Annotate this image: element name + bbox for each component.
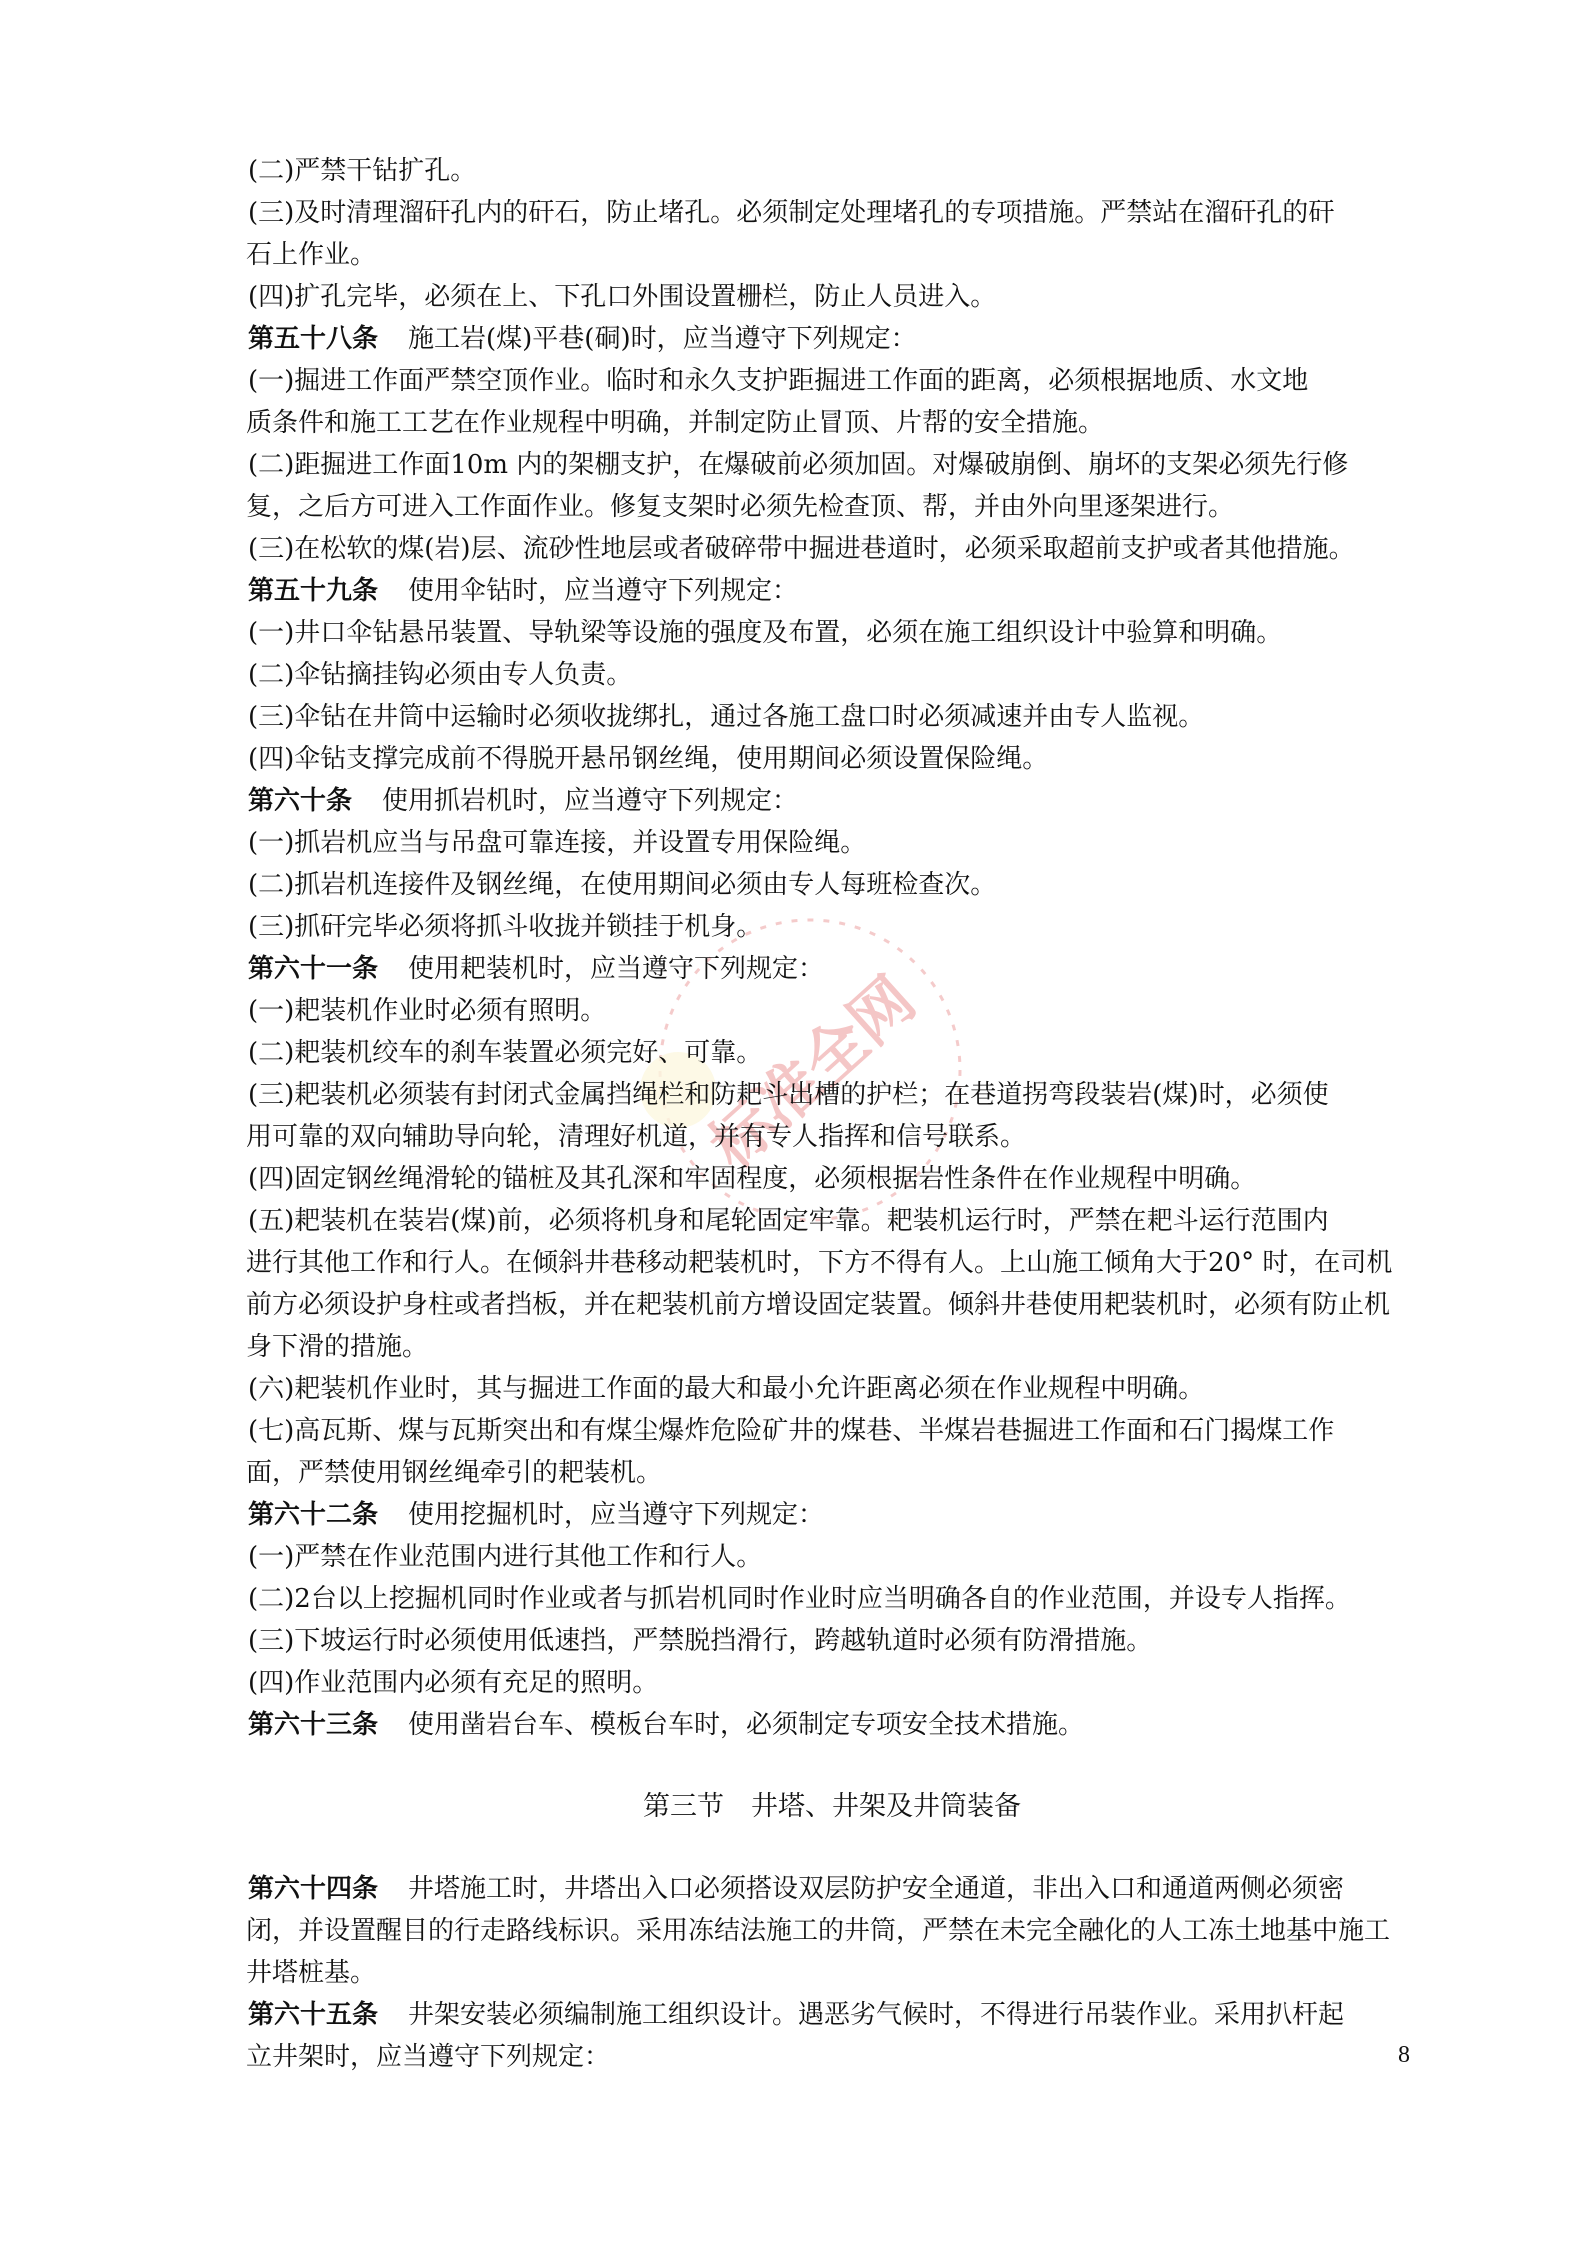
paragraph-continuation-line [246, 1952, 1416, 1994]
line-text: 身下滑的措施。 [246, 1332, 429, 1362]
line-text: 使用凿岩台车、模板台车时，必须制定专项安全技术措施。 [408, 1710, 1085, 1740]
line-text: (四)伞钻支撑完成前不得脱开悬吊钢丝绳，使用期间必须设置保险绳。 [248, 744, 1049, 774]
line-text: (四)作业范围内必须有充足的照明。 [248, 1668, 659, 1698]
paragraph-line [248, 1578, 1416, 1620]
line-text: (一)井口伞钻悬吊装置、导轨梁等设施的强度及布置，必须在施工组织设计中验算和明确。 [248, 618, 1283, 648]
paragraph-continuation-line [246, 1116, 1416, 1158]
line-text: (一)抓岩机应当与吊盘可靠连接，并设置专用保险绳。 [248, 828, 867, 858]
line-text: (三)及时清理溜矸孔内的矸石，防止堵孔。必须制定处理堵孔的专项措施。严禁站在溜矸孔的矸 [248, 198, 1335, 228]
line-text: (二)抓岩机连接件及钢丝绳，在使用期间必须由专人每班检查次。 [248, 870, 997, 900]
line-text: (三)在松软的煤(岩)层、流砂性地层或者破碎带中掘进巷道时，必须采取超前支护或者其他措施。 [248, 534, 1355, 564]
line-text: (四)固定钢丝绳滑轮的锚桩及其孔深和牢固程度，必须根据岩性条件在作业规程中明确。 [248, 1164, 1257, 1194]
paragraph-line [248, 612, 1416, 654]
paragraph-line [248, 150, 1416, 192]
paragraph-line [248, 654, 1416, 696]
article-number: 第六十二条 [248, 1500, 379, 1530]
line-text: (三)下坡运行时必须使用低速挡，严禁脱挡滑行，跨越轨道时必须有防滑措施。 [248, 1626, 1153, 1656]
line-text: (二)伞钻摘挂钩必须由专人负责。 [248, 660, 633, 690]
article-line [248, 570, 1416, 612]
paragraph-line [248, 906, 1416, 948]
paragraph-line [248, 444, 1416, 486]
paragraph-line [248, 360, 1416, 402]
article-line [248, 1494, 1416, 1536]
article-number: 第六十一条 [248, 954, 379, 984]
article-number: 第六十五条 [248, 2000, 379, 2030]
paragraph-line [248, 1200, 1416, 1242]
paragraph-line [248, 276, 1416, 318]
line-text: (二)耙装机绞车的刹车装置必须完好、可靠。 [248, 1038, 763, 1068]
article-line [248, 1994, 1416, 2036]
paragraph-line [248, 738, 1416, 780]
article-line [248, 780, 1416, 822]
line-text: 石上作业。 [246, 240, 377, 270]
line-text: 井架安装必须编制施工组织设计。遇恶劣气候时，不得进行吊装作业。采用扒杆起 [408, 2000, 1345, 2030]
paragraph-continuation-line [246, 234, 1416, 276]
line-text: (三)伞钻在井筒中运输时必须收拢绑扎，通过各施工盘口时必须减速并由专人监视。 [248, 702, 1205, 732]
paragraph-line [248, 1662, 1416, 1704]
section-heading: 第三节 井塔、井架及井筒装备 [643, 1791, 1021, 1822]
paragraph-continuation-line [246, 1910, 1416, 1952]
line-text: 井塔桩基。 [246, 1958, 377, 1988]
article-number: 第六十四条 [248, 1874, 379, 1904]
article-line [248, 1868, 1416, 1910]
paragraph-continuation-line [246, 2036, 1416, 2078]
article-number: 第六十三条 [248, 1710, 379, 1740]
document-body [248, 150, 1416, 2078]
line-text: (二)2台以上挖掘机同时作业或者与抓岩机同时作业时应当明确各自的作业范围，并设专人指挥。 [248, 1584, 1351, 1614]
line-text: 施工岩(煤)平巷(硐)时，应当遵守下列规定： [408, 324, 917, 354]
paragraph-line [248, 822, 1416, 864]
line-text: 使用伞钻时，应当遵守下列规定： [408, 576, 799, 606]
line-text: (六)耙装机作业时，其与掘进工作面的最大和最小允许距离必须在作业规程中明确。 [248, 1374, 1205, 1404]
paragraph-line [248, 192, 1416, 234]
line-text: 复，之后方可进入工作面作业。修复支架时必须先检查顶、帮，并由外向里逐架进行。 [246, 492, 1235, 522]
article-number: 第五十八条 [248, 324, 379, 354]
paragraph-line [248, 1074, 1416, 1116]
line-text: (一)严禁在作业范围内进行其他工作和行人。 [248, 1542, 763, 1572]
line-text: 井塔施工时，井塔出入口必须搭设双层防护安全通道，非出入口和通道两侧必须密 [408, 1874, 1345, 1904]
paragraph-continuation-line [246, 1284, 1416, 1326]
paragraph-line [248, 1158, 1416, 1200]
article-line [248, 948, 1416, 990]
line-text: 闭，并设置醒目的行走路线标识。采用冻结法施工的井筒，严禁在未完全融化的人工冻土地基中施工 [246, 1916, 1391, 1946]
line-text: (一)掘进工作面严禁空顶作业。临时和永久支护距掘进工作面的距离，必须根据地质、水文地 [248, 366, 1309, 396]
article-line [248, 1704, 1416, 1746]
line-text: (三)抓矸完毕必须将抓斗收拢并锁挂于机身。 [248, 912, 763, 942]
line-text: 用可靠的双向辅助导向轮，清理好机道，并有专人指挥和信号联系。 [246, 1122, 1027, 1152]
paragraph-continuation-line [246, 402, 1416, 444]
line-text: (五)耙装机在装岩(煤)前，必须将机身和尾轮固定牢靠。耙装机运行时，严禁在耙斗运行范围内 [248, 1206, 1329, 1236]
paragraph-continuation-line [246, 1452, 1416, 1494]
line-text: 使用抓岩机时，应当遵守下列规定： [382, 786, 799, 816]
line-text: (一)耙装机作业时必须有照明。 [248, 996, 607, 1026]
line-text: 使用挖掘机时，应当遵守下列规定： [408, 1500, 825, 1530]
paragraph-line [248, 1620, 1416, 1662]
line-text: 立井架时，应当遵守下列规定： [246, 2042, 611, 2072]
article-line [248, 318, 1416, 360]
paragraph-line [248, 1536, 1416, 1578]
paragraph-line [248, 528, 1416, 570]
line-text: 进行其他工作和行人。在倾斜井巷移动耙装机时，下方不得有人。上山施工倾角大于20° 时，在司机 [246, 1248, 1393, 1278]
article-number: 第五十九条 [248, 576, 379, 606]
paragraph-continuation-line [246, 1242, 1416, 1284]
line-text: (二)严禁干钻扩孔。 [248, 156, 477, 186]
watermark-text: 标准全网 [695, 962, 929, 1183]
paragraph-line [248, 1032, 1416, 1074]
line-text: (三)耙装机必须装有封闭式金属挡绳栏和防耙斗出槽的护栏；在巷道拐弯段装岩(煤)时，必须使 [248, 1080, 1329, 1110]
paragraph-continuation-line [246, 486, 1416, 528]
line-text: 质条件和施工工艺在作业规程中明确，并制定防止冒顶、片帮的安全措施。 [246, 408, 1105, 438]
line-text: (四)扩孔完毕，必须在上、下孔口外围设置栅栏，防止人员进入。 [248, 282, 997, 312]
paragraph-line [248, 864, 1416, 906]
paragraph-line [248, 1410, 1416, 1452]
page-number: 8 [1398, 2042, 1410, 2068]
article-number: 第六十条 [248, 786, 353, 816]
paragraph-line [248, 1368, 1416, 1410]
paragraph-continuation-line [246, 1326, 1416, 1368]
line-text: 前方必须设护身柱或者挡板，并在耙装机前方增设固定装置。倾斜井巷使用耙装机时，必须有防止机 [246, 1290, 1391, 1320]
line-text: 面，严禁使用钢丝绳牵引的耙装机。 [246, 1458, 663, 1488]
paragraph-line [248, 696, 1416, 738]
paragraph-line [248, 990, 1416, 1032]
line-text: 使用耙装机时，应当遵守下列规定： [408, 954, 825, 984]
line-text: (七)高瓦斯、煤与瓦斯突出和有煤尘爆炸危险矿井的煤巷、半煤岩巷掘进工作面和石门揭煤工作 [248, 1416, 1335, 1446]
line-text: (二)距掘进工作面10m 内的架棚支护，在爆破前必须加固。对爆破崩倒、崩坏的支架必须先行修 [248, 450, 1349, 480]
